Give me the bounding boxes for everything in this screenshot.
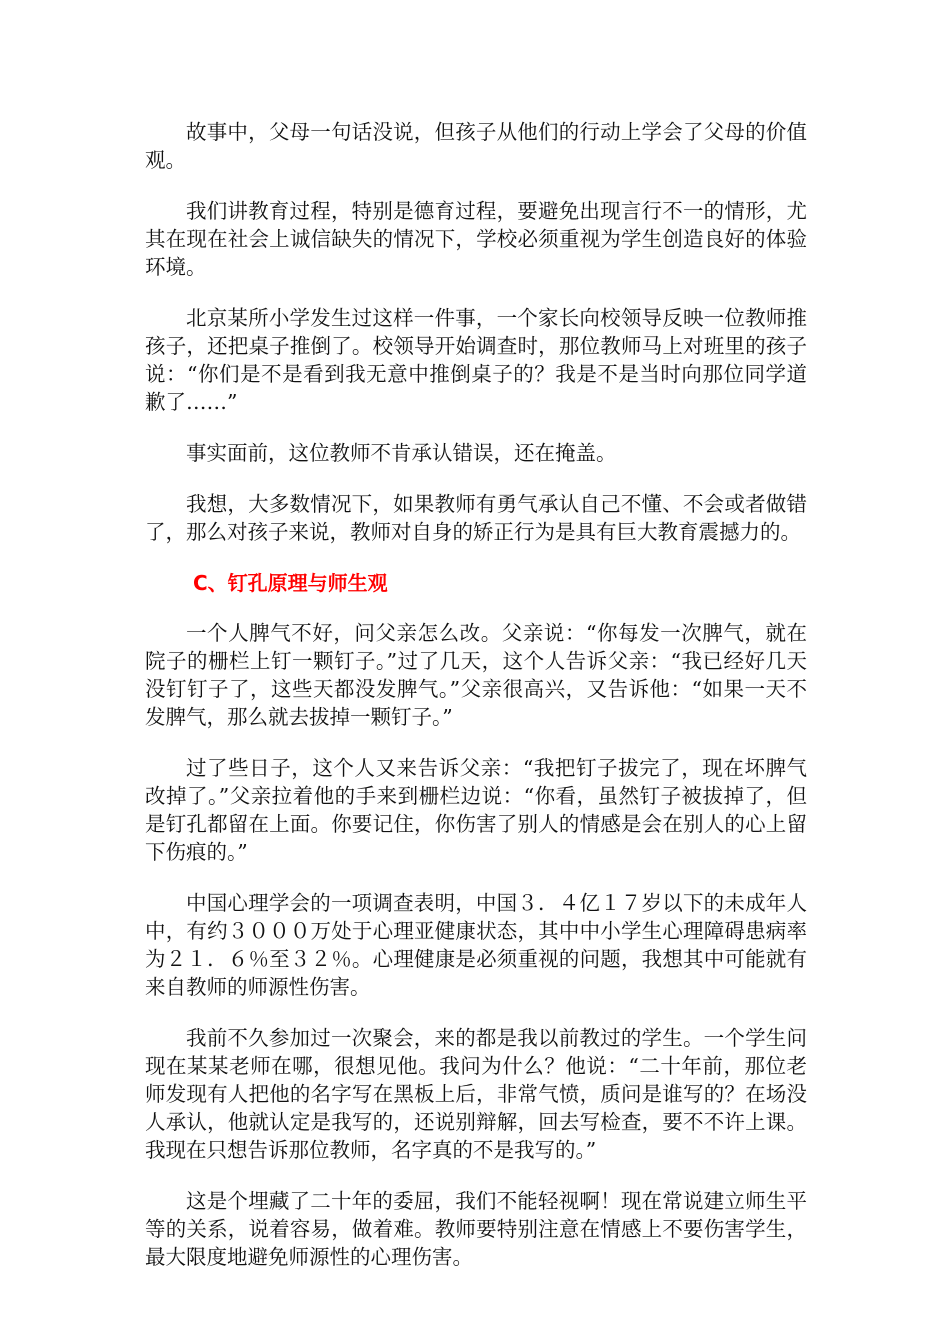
paragraph-9: 我前不久参加过一次聚会，来的都是我以前教过的学生。一个学生问现在某某老师在哪，很想见他。我问为什么？他说：“二十年前，那位老师发现有人把他的名字写在黑板上后，非常气愤，质问是谁写的？在场没人承认，他就认定是我写的，还说别辩解，回去写检查，要不不许上课。我现在只想告诉那位教师，名字真的不是我写的。” <box>145 1026 807 1162</box>
paragraph-3: 北京某所小学发生过这样一件事，一个家长向校领导反映一位教师推孩子，还把桌子推倒了。校领导开始调查时，那位教师马上对班里的孩子说：“你们是不是看到我无意中推倒桌子的？我是不是当时向那位同学道歉了……” <box>145 306 807 414</box>
section-heading: C、钉孔原理与师生观 <box>193 571 388 595</box>
paragraph-7: 过了些日子，这个人又来告诉父亲：“我把钉子拔完了，现在坏脾气改掉了。”父亲拉着他的手来到栅栏边说：“你看，虽然钉子被拔掉了，但是钉孔都留在上面。你要记住，你伤害了别人的情感是会在别人的心上留下伤痕的。” <box>145 756 807 864</box>
paragraph-2: 我们讲教育过程，特别是德育过程，要避免出现言行不一的情形，尤其在现在社会上诚信缺失的情况下，学校必须重视为学生创造良好的体验环境。 <box>145 199 807 279</box>
paragraph-10: 这是个埋藏了二十年的委屈，我们不能轻视啊！现在常说建立师生平等的关系，说着容易，做着难。教师要特别注意在情感上不要伤害学生，最大限度地避免师源性的心理伤害。 <box>145 1189 807 1269</box>
paragraph-4: 事实面前，这位教师不肯承认错误，还在掩盖。 <box>186 441 617 465</box>
paragraph-6: 一个人脾气不好，问父亲怎么改。父亲说：“你每发一次脾气，就在院子的栅栏上钉一颗钉子。”过了几天，这个人告诉父亲：“我已经好几天没钉钉子了，这些天都没发脾气。”父亲很高兴，又告诉他：“如果一天不发脾气，那么就去拔掉一颗钉子。” <box>145 621 807 729</box>
document-page <box>145 118 807 1294</box>
paragraph-5: 我想，大多数情况下，如果教师有勇气承认自己不懂、不会或者做错了，那么对孩子来说，教师对自身的矫正行为是具有巨大教育震撼力的。 <box>145 492 807 544</box>
paragraph-8: 中国心理学会的一项调查表明，中国３．４亿１７岁以下的未成年人中，有约３０００万处于心理亚健康状态，其中中小学生心理障碍患病率为２１．６％至３２％。心理健康是必须重视的问题，我想其中可能就有来自教师的师源性伤害。 <box>145 891 807 999</box>
paragraph-1: 故事中，父母一句话没说，但孩子从他们的行动上学会了父母的价值观。 <box>145 120 807 172</box>
